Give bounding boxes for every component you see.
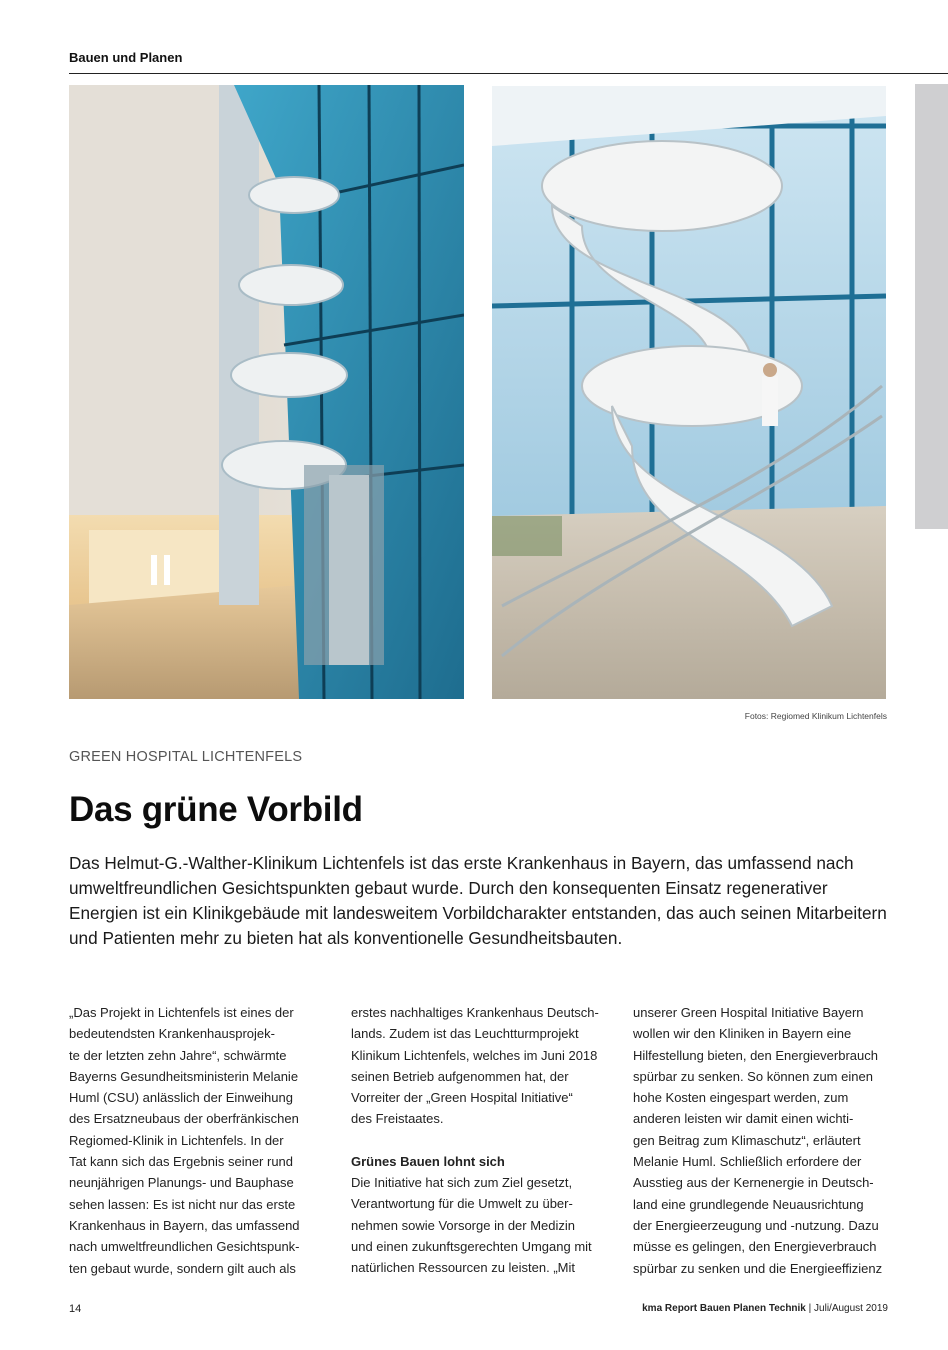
body-paragraph: unserer Green Hospital Initiative Bayern wollen wir den Kliniken in Bayern eine Hilfestellung bieten, den Energieverbrauch spürbar zu senken. So können zum einen hohe Kosten eingespart werden, zum anderen leisten wir damit einen wichti- gen Beitrag zum Klimaschutz“, erläutert Melanie Huml. Schließlich erfordere der Ausstieg aus der Kernenergie in Deutsch- land eine grundlegende Neuausrichtung der Energieerzeugung und -nutzung. Dazu müsse es gelingen, den Energieverbrauch spürbar zu senken und die Energieeffizienz [633,1005,883,1276]
body-column-1 [69,1002,324,1279]
body-column-2 [351,1002,606,1279]
header-rule [69,73,948,74]
body-paragraph: „Das Projekt in Lichtenfels ist eines der bedeutendsten Krankenhausprojek- te der letzten zehn Jahre“, schwärmte Bayerns Gesundheitsministerin Melanie Huml (CSU) anlässlich der Einweihung des Ersatzneubaus der oberfränkischen Regiomed-Klinik in Lichtenfels. In der Tat kann sich das Ergebnis seiner rund neunjährigen Planungs- und Bauphase sehen lassen: Es ist nicht nur das erste Krankenhaus in Bayern, das umfassend nach umweltfreundlichen Gesichtspunk- ten gebaut wurde, sondern gilt auch als [69,1005,300,1276]
photo-spiral-staircase [492,86,886,699]
article-headline: Das grüne Vorbild [69,790,363,829]
publication-name: kma Report Bauen Planen Technik [642,1303,806,1314]
article-kicker: GREEN HOSPITAL LICHTENFELS [69,749,303,765]
footer-publication [520,1303,888,1314]
section-label: Bauen und Planen [69,50,183,65]
body-column-3 [633,1002,888,1279]
subheading: Grünes Bauen lohnt sich [351,1153,505,1169]
paragraph-gap [351,1130,606,1151]
side-tab [915,84,948,529]
issue-date: Juli/August 2019 [814,1303,888,1314]
body-paragraph: erstes nachhaltiges Krankenhaus Deutsch- lands. Zudem ist das Leuchtturmprojekt Klinikum Lichtenfels, welches im Juni 2018 seinen Betrieb aufgenommen hat, der Vorreiter der „Green Hospital Initiative“ des Freistaates. [351,1005,599,1127]
page-number: 14 [69,1303,82,1315]
body-paragraph: Die Initiative hat sich zum Ziel gesetzt, Verantwortung für die Umwelt zu über- nehmen sowie Vorsorge in der Medizin und einen zukunftsgerechten Umgang mit natürlichen Ressourcen zu leisten. „Mit [351,1175,592,1276]
photo-credit: Fotos: Regiomed Klinikum Lichtenfels [744,711,887,721]
footer-separator: | [808,1303,812,1314]
photo-hospital-atrium [69,85,464,699]
article-lead: Das Helmut-G.-Walther-Klinikum Lichtenfels ist das erste Krankenhaus in Bayern, das umfassend nach umweltfreundlichen Gesichtspunkten gebaut wurde. Durch den konsequenten Einsatz regenerativer Energien ist ein Klinikgebäude mit landesweitem Vorbildcharakter entstanden, das auch seinen Mitarbeitern und Patienten mehr zu bieten hat als konventionelle Gesundheitsbauten. [69,853,887,948]
